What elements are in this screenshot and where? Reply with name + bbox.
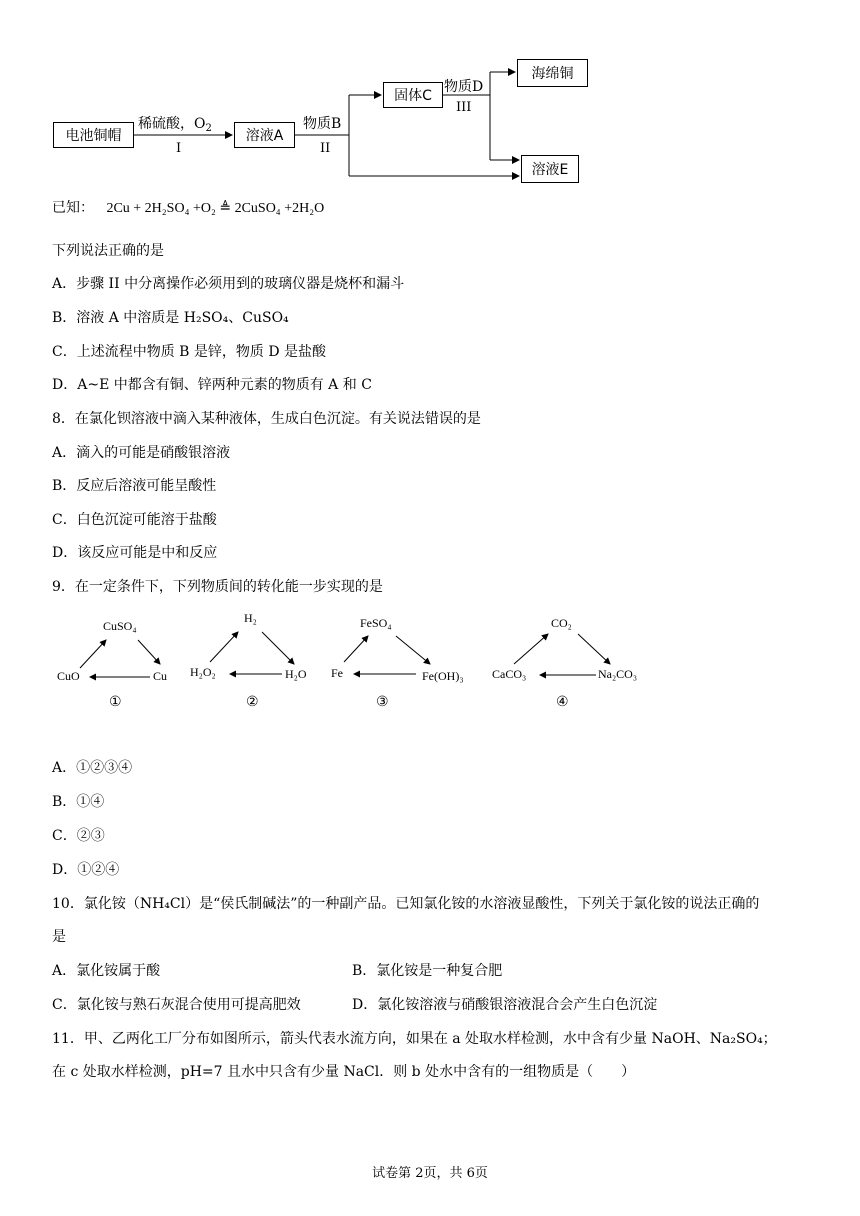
cycle1-top: CuSO₄ (103, 619, 137, 633)
cycle3-right: Fe(OH)₃ (422, 669, 464, 683)
q10-option-c: C．氯化铵与熟石灰混合使用可提高肥效 (52, 997, 301, 1013)
q9-option-b: B．①④ (52, 794, 105, 810)
q7-option-d: D．A~E 中都含有铜、锌两种元素的物质有 A 和 C (52, 377, 372, 393)
q11-stem-line2: 在 c 处取水样检测，pH=7 且水中只含有少量 NaCl．则 b 处水中含有的一组物质是（ ） (52, 1064, 636, 1080)
box-battery-cap: 电池铜帽 (53, 122, 134, 148)
cycle2-right: H₂O (285, 667, 307, 681)
box-solution-a: 溶液A (234, 122, 295, 148)
q8-option-a: A．滴入的可能是硝酸银溶液 (52, 445, 231, 461)
q10-option-a: A．氯化铵属于酸 (52, 963, 161, 979)
box-solution-e: 溶液E (521, 155, 579, 183)
q7-stem: 下列说法正确的是 (52, 243, 164, 259)
q9-stem: 9．在一定条件下，下列物质间的转化能一步实现的是 (52, 579, 383, 595)
cycle4-left: CaCO₃ (492, 667, 527, 681)
cycle3-number: ③ (376, 694, 389, 710)
known-equation-line: 已知： 2Cu + 2H₂SO₄ +O₂ ≜ 2CuSO₄ +2H₂O (52, 200, 325, 216)
box-sponge-copper: 海绵铜 (517, 59, 588, 87)
q10-option-d: D．氯化铵溶液与硝酸银溶液混合会产生白色沉淀 (352, 997, 658, 1013)
step3-reagent-label: 物质D (444, 79, 484, 95)
q8-option-d: D．该反应可能是中和反应 (52, 545, 218, 561)
cycle2-left: H₂O₂ (190, 665, 216, 679)
cycle2-number: ② (246, 694, 259, 710)
q8-option-c: C．白色沉淀可能溶于盐酸 (52, 512, 217, 528)
box-solid-c: 固体C (383, 82, 443, 108)
q7-option-b: B．溶液 A 中溶质是 H₂SO₄、CuSO₄ (52, 310, 289, 326)
q11-stem-line1: 11．甲、乙两化工厂分布如图所示，箭头代表水流方向，如果在 a 处取水样检测，水中含有少量 NaOH、Na₂SO₄； (52, 1031, 777, 1047)
known-equation: 2Cu + 2H₂SO₄ +O₂ ≜ 2CuSO₄ +2H₂O (106, 201, 325, 216)
cycle1-left: CuO (57, 669, 80, 683)
cycle2-top: H₂ (244, 611, 257, 625)
step2-reagent-label: 物质B (303, 116, 342, 132)
cycle4-right: Na₂CO₃ (598, 667, 638, 681)
step1-number: I (176, 141, 182, 156)
q9-option-d: D．①②④ (52, 862, 120, 878)
cycle3-top: FeSO₄ (360, 616, 392, 630)
q9-option-a: A．①②③④ (52, 760, 133, 776)
step3-number: III (456, 100, 472, 115)
cycle1-number: ① (109, 694, 122, 710)
cycle3-left: Fe (331, 666, 343, 680)
page-footer: 试卷第 2页，共 6页 (372, 1166, 488, 1181)
step1-reagent-label: 稀硫酸，$O_2$ (138, 116, 212, 134)
cycle4-number: ④ (556, 694, 569, 710)
q10-stem-line1: 10．氯化铵（NH₄Cl）是“侯氏制碱法”的一种副产品。已知氯化铵的水溶液显酸性，下列关于氯化铵的说法正确的 (52, 896, 760, 912)
q7-option-a: A．步骤 II 中分离操作必须用到的玻璃仪器是烧杯和漏斗 (52, 276, 405, 292)
q10-stem-line2: 是 (52, 929, 66, 945)
q9-cycle-arrows (0, 600, 860, 720)
q8-stem: 8．在氯化钡溶液中滴入某种液体，生成白色沉淀。有关说法错误的是 (52, 411, 481, 427)
q7-option-c: C．上述流程中物质 B 是锌，物质 D 是盐酸 (52, 344, 327, 360)
cycle1-right: Cu (153, 669, 168, 683)
cycle4-top: CO₂ (551, 616, 572, 630)
q9-option-c: C．②③ (52, 828, 105, 844)
step2-number: II (320, 141, 331, 156)
q8-option-b: B．反应后溶液可能呈酸性 (52, 478, 217, 494)
q10-option-b: B．氯化铵是一种复合肥 (352, 963, 503, 979)
